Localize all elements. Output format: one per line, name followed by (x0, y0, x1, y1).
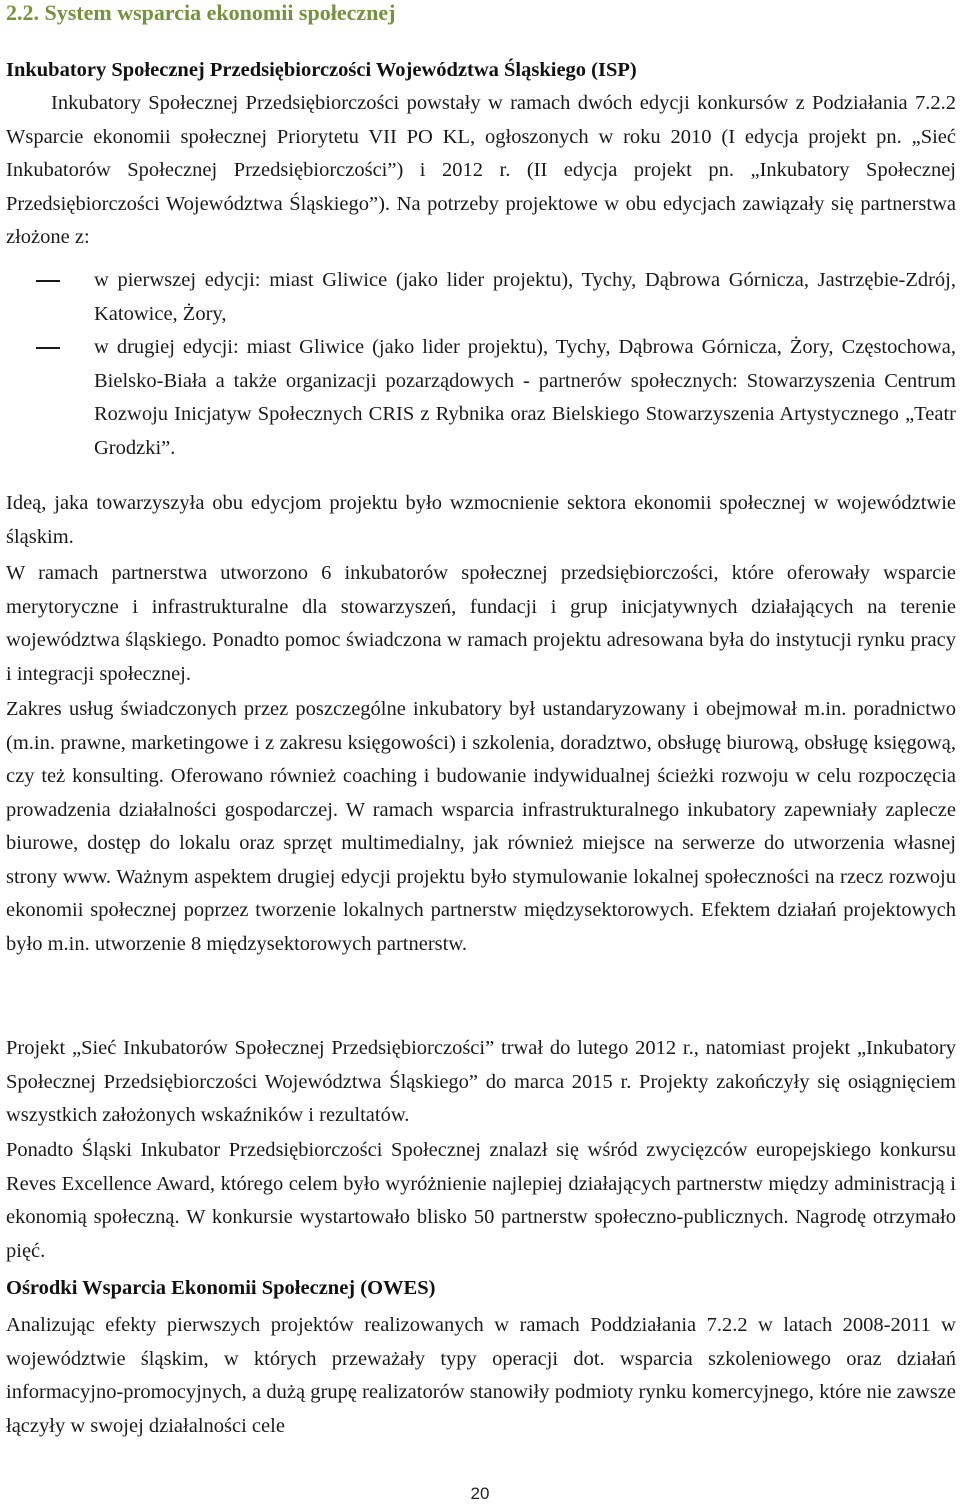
partnership-list (6, 264, 956, 465)
list-item-text: w drugiej edycji: miast Gliwice (jako lider projektu), Tychy, Dąbrowa Górnicza, Żory, Częstochowa, Bielsko-Biała a także organizacji pozarządowych - partnerów społecznych: Stowarzyszenia Centrum Rozwoju Inicjatyw Społecznych CRIS z Rybnika oraz Bielskiego Stowarzyszenia Artystycznego „Teatr Grodzki”. (94, 336, 956, 459)
list-item (6, 331, 956, 465)
list-item-text: w pierwszej edycji: miast Gliwice (jako lider projektu), Tychy, Dąbrowa Górnicza, Jastrzębie-Zdrój, Katowice, Żory, (94, 269, 956, 325)
isp-paragraph-award: Ponadto Śląski Inkubator Przedsiębiorczości Społecznej znalazł się wśród zwycięzców europejskiego konkursu Reves Excellence Award, którego celem było wyróżnienie najlepiej działających partnerstw między administracją i ekonomią społeczną. W konkursie wystartowało blisko 50 partnerstw społeczno-publicznych. Nagrodę otrzymało pięć. (6, 1139, 956, 1262)
isp-heading: Inkubatory Społecznej Przedsiębiorczości Województwa Śląskiego (ISP) (6, 59, 637, 81)
owes-paragraph: Analizując efekty pierwszych projektów realizowanych w ramach Poddziałania 7.2.2 w latach 2008-2011 w województwie śląskim, w których przeważały typy operacji dot. wsparcia szkoleniowego oraz działań informacyjno-promocyjnych, a dużą grupę realizatorów stanowiły podmioty rynku komercyjnego, które nie zawsze łączyły w swojej działalności cele (6, 1314, 956, 1437)
section-heading: 2.2. System wsparcia ekonomii społecznej (6, 0, 396, 25)
isp-paragraph-partnership: W ramach partnerstwa utworzono 6 inkubatorów społecznej przedsiębiorczości, które oferowały wsparcie merytoryczne i infrastrukturalne dla stowarzyszeń, fundacji i grup inicjatywnych działających na terenie województwa śląskiego. Ponadto pomoc świadczona w ramach projektu adresowana była do instytucji rynku pracy i integracji społecznej. (6, 562, 956, 685)
isp-paragraph-idea: Ideą, jaka towarzyszyła obu edycjom projektu było wzmocnienie sektora ekonomii społecznej w województwie śląskim. (6, 492, 956, 548)
owes-heading: Ośrodki Wsparcia Ekonomii Społecznej (OWES) (6, 1277, 436, 1299)
isp-intro-paragraph: Inkubatory Społecznej Przedsiębiorczości powstały w ramach dwóch edycji konkursów z Podziałania 7.2.2 Wsparcie ekonomii społecznej Priorytetu VII PO KL, ogłoszonych w roku 2010 (I edycja projekt pn. „Sieć Inkubatorów Społecznej Przedsiębiorczości”) i 2012 r. (II edycja projekt pn. „Inkubatory Społecznej Przedsiębiorczości Województwa Śląskiego”). Na potrzeby projektowe w obu edycjach zawiązały się partnerstwa złożone z: (6, 92, 956, 248)
dash-bullet-icon (36, 280, 60, 282)
list-item (6, 264, 956, 331)
isp-paragraph-services: Zakres usług świadczonych przez poszczególne inkubatory był ustandaryzowany i obejmował m.in. poradnictwo (m.in. prawne, marketingowe i z zakresu księgowości) i szkolenia, doradztwo, obsługę biurową, obsługę księgową, czy też konsulting. Oferowano również coaching i budowanie indywidualnej ścieżki rozwoju w celu rozpoczęcia prowadzenia działalności gospodarczej. W ramach wsparcia infrastrukturalnego inkubatory zapewniały zaplecze biurowe, dostęp do lokalu oraz sprzęt multimedialny, jak również miejsce na serwerze do utworzenia własnej strony www. Ważnym aspektem drugiej edycji projektu było stymulowanie lokalnej społeczności na rzecz rozwoju ekonomii społecznej poprzez tworzenie lokalnych partnerstw międzysektorowych. Efektem działań projektowych było m.in. utworzenie 8 międzysektorowych partnerstw. (6, 698, 956, 955)
isp-paragraph-duration: Projekt „Sieć Inkubatorów Społecznej Przedsiębiorczości” trwał do lutego 2012 r., natomiast projekt „Inkubatory Społecznej Przedsiębiorczości Województwa Śląskiego” do marca 2015 r. Projekty zakończyły się osiągnięciem wszystkich założonych wskaźników i rezultatów. (6, 1037, 956, 1126)
dash-bullet-icon (36, 347, 60, 349)
page-number: 20 (470, 1484, 490, 1503)
